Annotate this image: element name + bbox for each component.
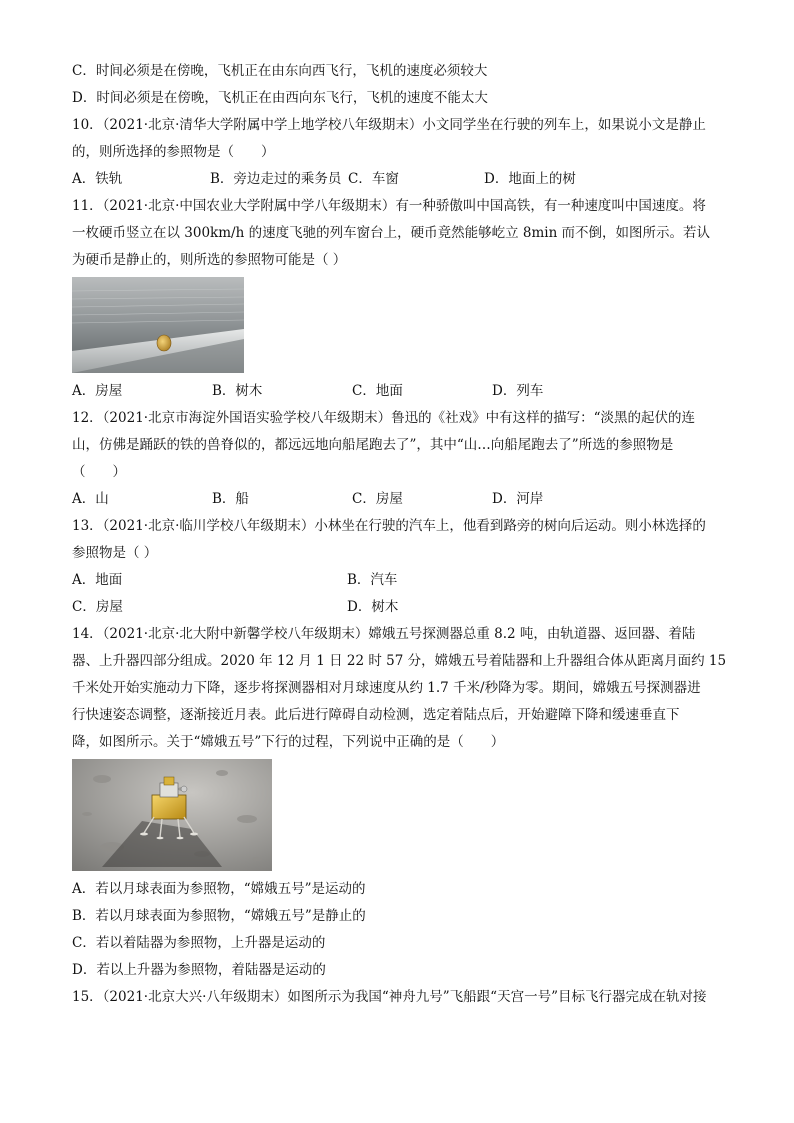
q14-stem-line2: 器、上升器四部分组成。2020 年 12 月 1 日 22 时 57 分，嫦娥五号着陆器和上升器组合体从距离月面约 15 [72, 653, 727, 669]
q10-option-a: A．铁轨 [72, 171, 123, 187]
q9-option-d: D．时间必须是在傍晚，飞机正在由西向东飞行，飞机的速度不能太大 [72, 90, 488, 106]
q15-stem-line1: 15．（2021·北京大兴·八年级期末）如图所示为我国“神舟九号”飞船跟“天宫一号”目标飞行器完成在轨对接 [72, 989, 707, 1005]
q13-options-row2 [72, 594, 722, 621]
q13-options-row1 [72, 567, 722, 594]
q12-stem-line3: （ ） [72, 464, 126, 480]
q13-option-c: C．房屋 [72, 599, 123, 615]
q12-options [72, 486, 722, 513]
q14-option-b: B．若以月球表面为参照物，“嫦娥五号”是静止的 [72, 908, 366, 924]
q14-option-c: C．若以着陆器为参照物，上升器是运动的 [72, 935, 326, 951]
q13-stem-line1: 13．（2021·北京·临川学校八年级期末）小林坐在行驶的汽车上，他看到路旁的树向后运动。则小林选择的 [72, 518, 706, 534]
q14-option-a: A．若以月球表面为参照物，“嫦娥五号”是运动的 [72, 881, 366, 897]
q14-stem-line1: 14．（2021·北京·北大附中新馨学校八年级期末）嫦娥五号探测器总重 8.2 吨，由轨道器、返回器、着陆 [72, 626, 696, 642]
q11-option-c: C．地面 [352, 383, 403, 399]
q11-stem-line1: 11．（2021·北京·中国农业大学附属中学八年级期末）有一种骄傲叫中国高铁，有一种速度叫中国速度。将 [72, 198, 706, 214]
q14-stem-line3: 千米处开始实施动力下降，逐步将探测器相对月球速度从约 1.7 千米/秒降为零。期间，嫦娥五号探测器进 [72, 680, 701, 696]
q10-option-b: B．旁边走过的乘务员 [210, 171, 342, 187]
q14-option-d: D．若以上升器为参照物，着陆器是运动的 [72, 962, 326, 978]
q12-option-a: A．山 [72, 491, 109, 507]
q12-option-d: D．河岸 [492, 491, 544, 507]
q10-stem-line2: 的，则所选择的参照物是（ ） [72, 144, 275, 160]
q10-option-d: D．地面上的树 [484, 171, 576, 187]
q13-option-d: D．树木 [347, 599, 399, 615]
q10-stem-line1: 10．（2021·北京·清华大学附属中学上地学校八年级期末）小文同学坐在行驶的列车上，如果说小文是静止 [72, 117, 706, 133]
q11-options [72, 378, 722, 405]
q12-option-b: B．船 [212, 491, 249, 507]
q13-option-b: B．汽车 [347, 572, 398, 588]
q11-option-d: D．列车 [492, 383, 544, 399]
change5-lander-on-moon-image [72, 759, 272, 871]
q11-option-b: B．树木 [212, 383, 263, 399]
worksheet-page [72, 58, 727, 1011]
q14-stem-line5: 降，如图所示。关于“嫦娥五号”下行的过程，下列说中正确的是（ ） [72, 734, 505, 750]
q12-stem-line2: 山，仿佛是踊跃的铁的兽脊似的，都远远地向船尾跑去了”，其中“山…向船尾跑去了”所选的参照物是 [72, 437, 674, 453]
q13-option-a: A．地面 [72, 572, 123, 588]
q14-stem-line4: 行快速姿态调整，逐渐接近月表。此后进行障碍自动检测，选定着陆点后，开始避障下降和缓速垂直下 [72, 707, 680, 723]
q11-option-a: A．房屋 [72, 383, 123, 399]
q11-stem-line2: 一枚硬币竖立在以 300km/h 的速度飞驰的列车窗台上，硬币竟然能够屹立 8min 而不倒，如图所示。若认 [72, 225, 711, 241]
q12-option-c: C．房屋 [352, 491, 403, 507]
q11-stem-line3: 为硬币是静止的，则所选的参照物可能是（ ） [72, 252, 347, 268]
coin-on-train-window-image [72, 277, 244, 373]
q9-option-c: C．时间必须是在傍晚，飞机正在由东向西飞行，飞机的速度必须较大 [72, 63, 488, 79]
q12-stem-line1: 12．（2021·北京市海淀外国语实验学校八年级期末）鲁迅的《社戏》中有这样的描写：“淡黑的起伏的连 [72, 410, 695, 426]
q10-options [72, 166, 722, 193]
q13-stem-line2: 参照物是（ ） [72, 545, 158, 561]
q10-option-c: C．车窗 [348, 171, 399, 187]
